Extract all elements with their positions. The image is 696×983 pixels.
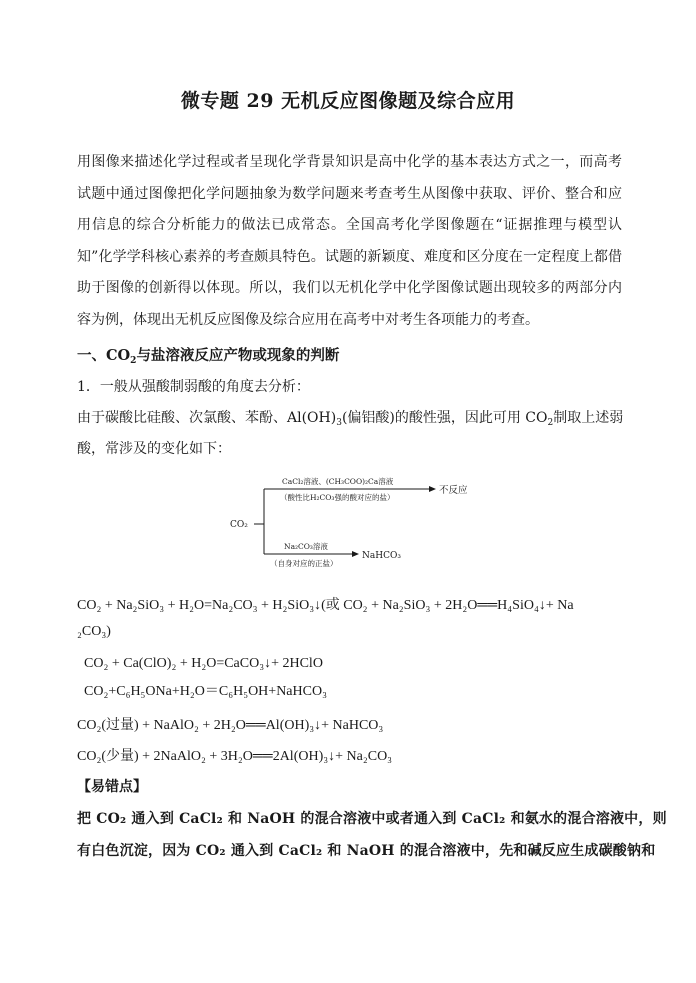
diagram-lower-reagent: Na₂CO₃溶液 bbox=[284, 542, 328, 551]
equation-3: CO₂+C₆H₅ONa+H₂O＝C₆H₅OH+NaHCO₃ bbox=[84, 684, 327, 699]
explain-line-1b: (偏铝酸)的酸性强，因此可用 CO bbox=[341, 410, 548, 426]
diagram-lower-arrowhead bbox=[352, 551, 359, 557]
diagram-upper-result: 不反应 bbox=[439, 485, 468, 496]
section-heading-sub: 2 bbox=[130, 356, 137, 366]
pitfall-label: 【易错点】 bbox=[77, 779, 147, 795]
section-heading-post: 与盐溶液反应产物或现象的判断 bbox=[136, 347, 340, 364]
diagram-source: CO₂ bbox=[230, 520, 248, 530]
intro-paragraph: 用图像来描述化学过程或者呈现化学背景知识是高中化学的基本表达方式之一，而高考试题中通过图像把化学问题抽象为数学问题来考查考生从图像中获取、评价、整合和应用信息的综合分析能力的做法已成常态。全国高考化学图像题在“证据推理与模型认知”化学学科核心素养的考查颇具特色。试题的新颖度、难度和区分度在一定程度上都借助于图像的创新得以体现。所以，我们以无机化学中化学图像试题出现较多的两部分内容为例，体现出无机反应图像及综合应用在高考中对考生各项能力的考查。 bbox=[77, 154, 622, 328]
diagram-lower-result: NaHCO₃ bbox=[362, 551, 401, 561]
diagram-upper-note: （酸性比H₂CO₃强的酸对应的盐） bbox=[280, 493, 395, 502]
point-1: 1．一般从强酸制弱酸的角度去分析： bbox=[77, 379, 310, 395]
explain-line-1 bbox=[77, 407, 623, 428]
page-title: 微专题 29 无机反应图像题及综合应用 bbox=[180, 90, 516, 112]
equation-4: CO₂(过量) + NaAlO₂ + 2H₂O══Al(OH)₃↓+ NaHCO₃ bbox=[77, 718, 384, 733]
equation-5: CO₂(少量) + 2NaAlO₂ + 3H₂O══2Al(OH)₃↓+ Na₂CO₃ bbox=[77, 749, 393, 764]
explain-line-1a: 由于碳酸比硅酸、次氯酸、苯酚、Al(OH) bbox=[77, 410, 337, 426]
diagram-upper-arrowhead bbox=[429, 486, 436, 492]
explain-sub-1: 3 bbox=[336, 418, 342, 428]
equation-2: CO₂ + Ca(ClO)₂ + H₂O=CaCO₃↓+ 2HClO bbox=[84, 656, 323, 671]
reaction-diagram bbox=[222, 474, 482, 574]
pitfall-line-1: 把 CO₂ 通入到 CaCl₂ 和 NaOH 的混合溶液中或者通入到 CaCl₂ 和氨水的混合溶液中，则 bbox=[77, 811, 667, 827]
diagram-lower-note: （自身对应的正盐） bbox=[270, 559, 338, 568]
diagram-upper-reagent: CaCl₂溶液、(CH₃COO)₂Ca溶液 bbox=[282, 477, 394, 486]
equation-1-line-1: CO₂ + Na₂SiO₃ + H₂O=Na₂CO₃ + H₂SiO₃↓(或 CO₂ + Na₂SiO₃ + 2H₂O══H₄SiO₄↓+ Na bbox=[77, 598, 574, 613]
pitfall-line-2: 有白色沉淀，因为 CO₂ 通入到 CaCl₂ 和 NaOH 的混合溶液中，先和碱反应生成碳酸钠和 bbox=[77, 843, 656, 859]
explain-sub-2: 2 bbox=[547, 418, 554, 428]
section-heading bbox=[77, 344, 339, 366]
section-heading-pre: 一、CO bbox=[77, 347, 131, 364]
explain-line-2: 酸，常涉及的变化如下： bbox=[77, 441, 231, 457]
equation-1-line-2: ₂CO₃) bbox=[77, 624, 111, 639]
explain-line-1c: 制取上述弱 bbox=[553, 410, 624, 426]
